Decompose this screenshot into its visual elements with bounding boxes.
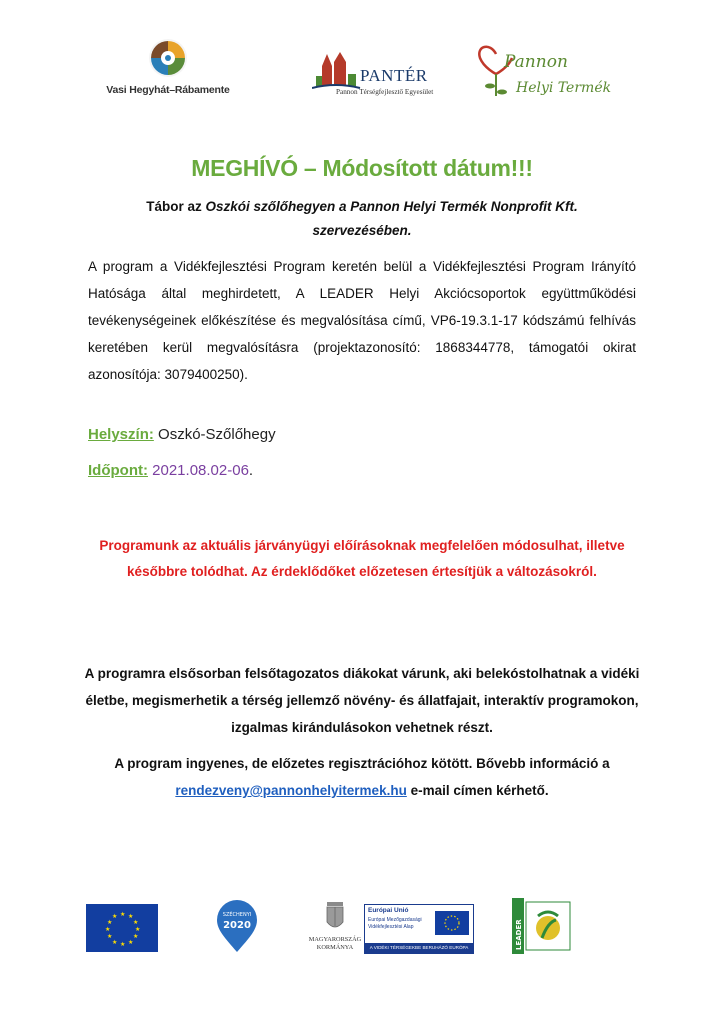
program-paragraph: A program a Vidékfejlesztési Program keretén belül a Vidékfejlesztési Program Irányító Hatósága által meghirdetett, A LEADER Helyi Akciócsoportok együttműködési tevékenységeinek előkészítése és megvalósítása című, VP6-19.3.1-17 kódszámú felhívás keretében kerül megvalósításra (projektazonosító: 1868344778, támogatói okirat azonosítója: 3079400250). bbox=[88, 259, 636, 382]
mk-text-line1: MAGYARORSZÁG bbox=[308, 936, 362, 943]
svg-text:★: ★ bbox=[133, 919, 139, 926]
eu-mini-flag-icon bbox=[435, 911, 469, 935]
svg-text:★: ★ bbox=[107, 919, 113, 926]
svg-text:★: ★ bbox=[107, 933, 113, 940]
registration-suffix: e-mail címen kérhető. bbox=[406, 783, 549, 798]
leader-text: LEADER bbox=[515, 919, 523, 950]
email-link[interactable]: rendezveny@pannonhelyitermek.hu bbox=[175, 783, 407, 798]
page-title: MEGHÍVÓ – Módosított dátum!!! bbox=[191, 155, 533, 181]
church-icon bbox=[312, 52, 362, 92]
location-value: Oszkó-Szőlőhegy bbox=[153, 426, 276, 443]
szechenyi-2020-logo bbox=[215, 898, 259, 954]
panter-name: PANTÉR bbox=[360, 66, 428, 85]
subtitle-italic: Oszkói szőlőhegyen a Pannon Helyi Termék Nonprofit Kft. szervezésében. bbox=[205, 199, 578, 238]
svg-text:★: ★ bbox=[120, 911, 126, 918]
date-value: 2021.08.02-06 bbox=[147, 462, 249, 479]
panter-logo bbox=[312, 50, 447, 106]
vasi-hegyhat-logo bbox=[98, 38, 238, 100]
eu-title: Európai Unió bbox=[368, 907, 409, 914]
szechenyi-line2: 2020 bbox=[223, 920, 251, 931]
svg-text:★: ★ bbox=[105, 926, 111, 933]
date-suffix: . bbox=[248, 462, 254, 479]
date-line bbox=[88, 462, 253, 479]
location-line bbox=[88, 426, 276, 443]
vasi-logo-label: Vasi Hegyhát–Rábamente bbox=[106, 84, 230, 96]
subtitle bbox=[110, 195, 614, 243]
eu-subtitle: Európai Mezőgazdasági Vidékfejlesztési Alap bbox=[368, 917, 422, 930]
szechenyi-line1: SZÉCHENYI bbox=[222, 912, 252, 918]
vasi-swirl-icon bbox=[98, 38, 238, 84]
svg-text:★: ★ bbox=[133, 933, 139, 940]
pannon-line1: Pannon bbox=[504, 52, 568, 72]
eu-bar-text: A VIDÉKI TÉRSÉGEKBE BERUHÁZÓ EURÓPA bbox=[365, 943, 473, 953]
svg-text:★: ★ bbox=[135, 926, 141, 933]
panter-subtitle: Pannon Térségfejlesztő Egyesület bbox=[336, 88, 434, 96]
description-text: A programra elsősorban felsőtagozatos diákokat várunk, aki belekóstolhatnak a vidéki életbe, megismerhetik a térség jellemző növény- és állatfajait, interaktív programokon, izgalmas kirándulásokon vehetnek részt. bbox=[84, 666, 640, 735]
subtitle-prefix: Tábor az bbox=[146, 199, 206, 214]
warning-text: Programunk az aktuális járványügyi előírásoknak megfelelően módosulhat, illetve későbbre tolódhat. Az érdeklődőket előzetesen értesítjük a változásokról. bbox=[99, 538, 625, 579]
registration-main: A program ingyenes, de előzetes regisztrációhoz kötött. Bővebb információ a bbox=[114, 756, 610, 771]
leader-logo bbox=[512, 898, 572, 954]
location-label: Helyszín: bbox=[88, 426, 154, 443]
magyarorszag-kormanya-logo bbox=[300, 898, 370, 962]
mk-text-line2: KORMÁNYA bbox=[316, 944, 354, 951]
svg-text:★: ★ bbox=[120, 941, 126, 948]
pannon-helyi-termek-logo bbox=[476, 40, 612, 112]
eu-fund-logo bbox=[364, 904, 474, 954]
coat-of-arms-icon bbox=[300, 898, 370, 934]
svg-text:★: ★ bbox=[128, 913, 134, 920]
svg-text:★: ★ bbox=[128, 939, 134, 946]
svg-text:★: ★ bbox=[112, 939, 118, 946]
mk-text bbox=[300, 936, 370, 952]
date-label: Időpont: bbox=[88, 462, 148, 479]
pannon-line2: Helyi Termék bbox=[516, 80, 612, 96]
registration-text bbox=[80, 750, 644, 804]
svg-text:★: ★ bbox=[112, 913, 118, 920]
eu-flag-icon bbox=[86, 904, 158, 952]
